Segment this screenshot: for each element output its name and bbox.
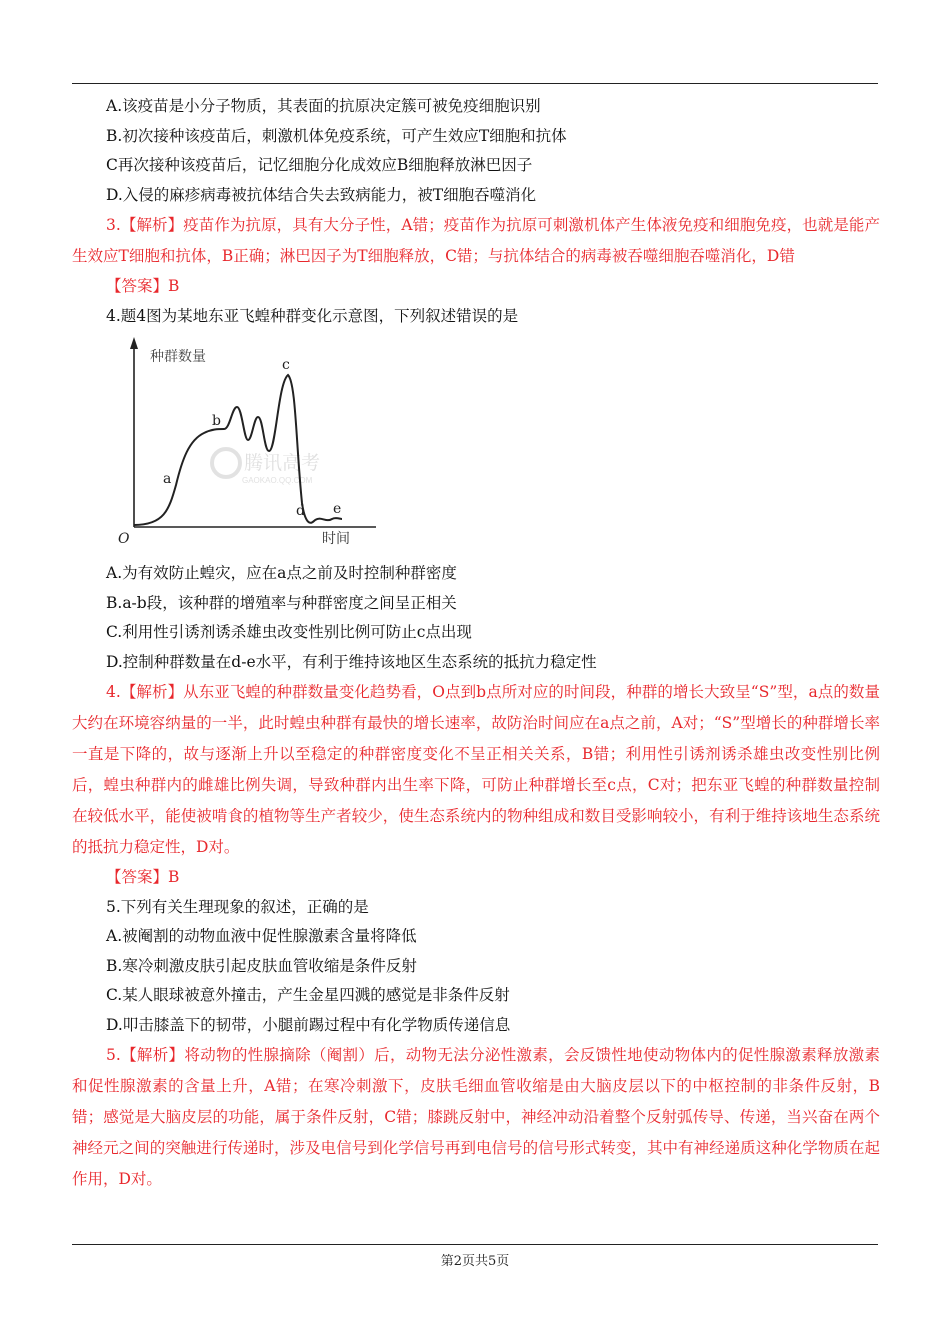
point-b-label: b	[212, 413, 221, 429]
population-curve-figure	[114, 335, 384, 557]
population-curve	[134, 375, 342, 525]
q4-option-b: B.a-b段，该种群的增殖率与种群密度之间呈正相关	[106, 593, 457, 612]
q4-analysis: 4.【解析】从东亚飞蝗的种群数量变化趋势看，O点到b点所对应的时间段，种群的增长大致呈“S”型，a点的数量大约在环境容纳量的一半，此时蝗虫种群有最快的增长速率，故防治时间应在a点之前，A对；“S”型增长的种群增长率一直是下降的，故与逐渐上升以至稳定的种群密度变化不呈正相关关系，B错；利用性引诱剂诱杀雄虫改变性别比例后，蝗虫种群内的雌雄比例失调，导致种群内出生率下降，可防止种群增长至c点，C对；把东亚飞蝗的种群数量控制在较低水平，能使被啃食的植物等生产者较少，使生态系统内的物种组成和数目受影响较小，有利于维持该地生态系统的抵抗力稳定性，D对。	[72, 683, 880, 856]
q4-figure	[106, 331, 880, 559]
watermark-text: 腾讯高考	[244, 453, 321, 474]
q3-option-c: C再次接种该疫苗后，记忆细胞分化成效应B细胞释放淋巴因子	[106, 156, 533, 174]
header-rule	[72, 83, 878, 84]
page-number: 第2页共5页	[440, 1254, 510, 1269]
x-axis-label: 时间	[322, 531, 350, 547]
q3-answer: 【答案】B	[106, 277, 180, 295]
q4-option-c: C.利用性引诱剂诱杀雄虫改变性别比例可防止c点出现	[106, 623, 472, 641]
q5-option-d: D.叩击膝盖下的韧带，小腿前踢过程中有化学物质传递信息	[106, 1015, 511, 1034]
y-axis-label: 种群数量	[150, 349, 206, 365]
q3-analysis: 3.【解析】疫苗作为抗原，具有大分子性，A错；疫苗作为抗原可刺激机体产生体液免疫和细胞免疫，也就是能产生效应T细胞和抗体，B正确；淋巴因子为T细胞释放，C错；与抗体结合的病毒被吞噬细胞吞噬消化，D错	[72, 216, 880, 265]
q4-stem: 4.题4图为某地东亚飞蝗种群变化示意图，下列叙述错误的是	[106, 306, 519, 325]
q5-option-a: A.被阉割的动物血液中促性腺激素含量将降低	[106, 927, 417, 945]
q5-option-b: B.寒冷刺激皮肤引起皮肤血管收缩是条件反射	[106, 956, 417, 975]
q4-option-a: A.为有效防止蝗灾，应在a点之前及时控制种群密度	[106, 564, 457, 582]
point-c-label: c	[282, 357, 290, 373]
q3-option-a: A.该疫苗是小分子物质，其表面的抗原决定簇可被免疫细胞识别	[106, 97, 541, 115]
watermark-logo	[212, 449, 320, 485]
page-content	[72, 92, 880, 1195]
y-axis-arrow	[130, 337, 138, 349]
point-a-label: a	[163, 471, 172, 487]
q4-answer: 【答案】B	[106, 868, 180, 886]
q3-option-d: D.入侵的麻疹病毒被抗体结合失去致病能力，被T细胞吞噬消化	[106, 185, 537, 204]
point-d-label: d	[296, 503, 305, 519]
watermark-subtext: GAOKAO.QQ.COM	[242, 476, 313, 485]
origin-label: O	[118, 531, 130, 547]
footer-rule	[72, 1244, 878, 1245]
q3-option-b: B.初次接种该疫苗后，刺激机体免疫系统，可产生效应T细胞和抗体	[106, 126, 567, 145]
q5-analysis: 5.【解析】将动物的性腺摘除（阉割）后，动物无法分泌性激素，会反馈性地使动物体内的促性腺激素释放激素和促性腺激素的含量上升，A错；在寒冷刺激下，皮肤毛细血管收缩是由大脑皮层以下的中枢控制的非条件反射，B错；感觉是大脑皮层的功能，属于条件反射，C错；膝跳反射中，神经冲动沿着整个反射弧传导、传递，当兴奋在两个神经元之间的突触进行传递时，涉及电信号到化学信号再到电信号的信号形式转变，其中有神经递质这种化学物质在起作用，D对。	[72, 1046, 880, 1188]
point-e-label: e	[333, 501, 342, 517]
q4-option-d: D.控制种群数量在d-e水平，有利于维持该地区生态系统的抵抗力稳定性	[106, 652, 597, 671]
q5-stem: 5.下列有关生理现象的叙述，正确的是	[106, 897, 369, 916]
q5-option-c: C.某人眼球被意外撞击，产生金星四溅的感觉是非条件反射	[106, 986, 510, 1004]
